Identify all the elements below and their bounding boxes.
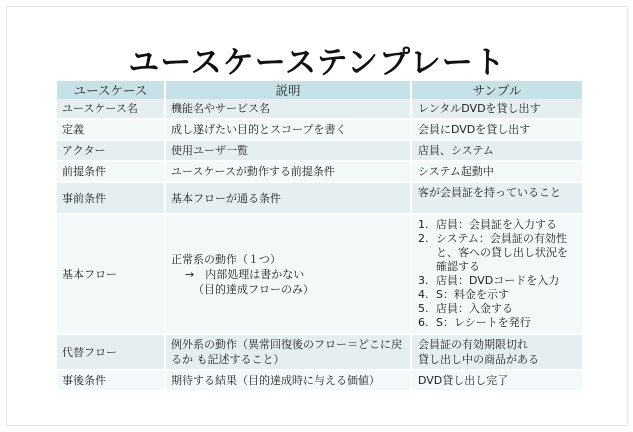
row-label: 定義 <box>57 119 165 140</box>
description-line: （目的達成フローのみ） <box>193 282 314 296</box>
row-description: 基本フローが通る条件 <box>165 182 411 214</box>
row-label: ユースケース名 <box>57 99 165 119</box>
row-sample: DVD貸し出し完了 <box>411 370 583 391</box>
table-row <box>57 140 583 161</box>
sample-line: 会員証の有効期限切れ <box>418 338 528 351</box>
row-description: 例外系の動作（異常回復後のフロー＝どこに戻るか も記述すること） <box>165 334 411 370</box>
row-sample: 客が会員証を持っていること <box>411 182 583 214</box>
sample-line: 貸し出し中の商品がある <box>418 353 539 366</box>
flow-step: 1. 店員：会員証を入力する <box>432 218 577 232</box>
row-label: アクター <box>57 140 165 161</box>
row-sample: 会員にDVDを貸し出す <box>411 119 583 140</box>
basic-flow-steps <box>418 218 577 330</box>
row-sample: 店員、システム <box>411 140 583 161</box>
flow-step: 5. 店員：入金する <box>432 302 577 316</box>
table-row <box>57 214 583 334</box>
slide <box>6 6 628 426</box>
row-sample: レンタルDVDを貸し出す <box>411 99 583 119</box>
row-sample <box>411 334 583 370</box>
flow-step: 2. システム：会員証の有効性と、客への貸し出し状況を確認する <box>432 232 577 274</box>
row-description: 機能名やサービス名 <box>165 99 411 119</box>
page-title: ユースケーステンプレート <box>128 45 506 81</box>
row-label: 事後条件 <box>57 370 165 391</box>
header-usecase: ユースケース <box>57 81 165 99</box>
usecase-template-table <box>57 81 584 392</box>
description-line: → 内部処理は書かない <box>185 267 305 281</box>
table-row <box>57 99 583 119</box>
flow-step: 4. S：料金を示す <box>432 288 577 302</box>
description-line: 正常系の動作（１つ） <box>171 252 281 266</box>
row-label: 事前条件 <box>57 182 165 214</box>
row-sample: システム起動中 <box>411 161 583 182</box>
row-label: 前提条件 <box>57 161 165 182</box>
header-description: 説明 <box>165 81 411 99</box>
row-description <box>165 214 411 334</box>
row-description: ユースケースが動作する前提条件 <box>165 161 411 182</box>
header-sample: サンプル <box>411 81 583 99</box>
table-header-row <box>57 81 583 99</box>
row-description: 使用ユーザ一覧 <box>165 140 411 161</box>
flow-step: 6. S：レシートを発行 <box>432 316 577 330</box>
table-row <box>57 334 583 370</box>
table-row <box>57 370 583 391</box>
row-description: 成し遂げたい目的とスコープを書く <box>165 119 411 140</box>
row-description: 期待する結果（目的達成時に与える価値） <box>165 370 411 391</box>
row-label: 代替フロー <box>57 334 165 370</box>
table-row <box>57 119 583 140</box>
row-sample <box>411 214 583 334</box>
table-row <box>57 182 583 214</box>
table-row <box>57 161 583 182</box>
row-label: 基本フロー <box>57 214 165 334</box>
flow-step: 3. 店員：DVDコードを入力 <box>432 274 577 288</box>
